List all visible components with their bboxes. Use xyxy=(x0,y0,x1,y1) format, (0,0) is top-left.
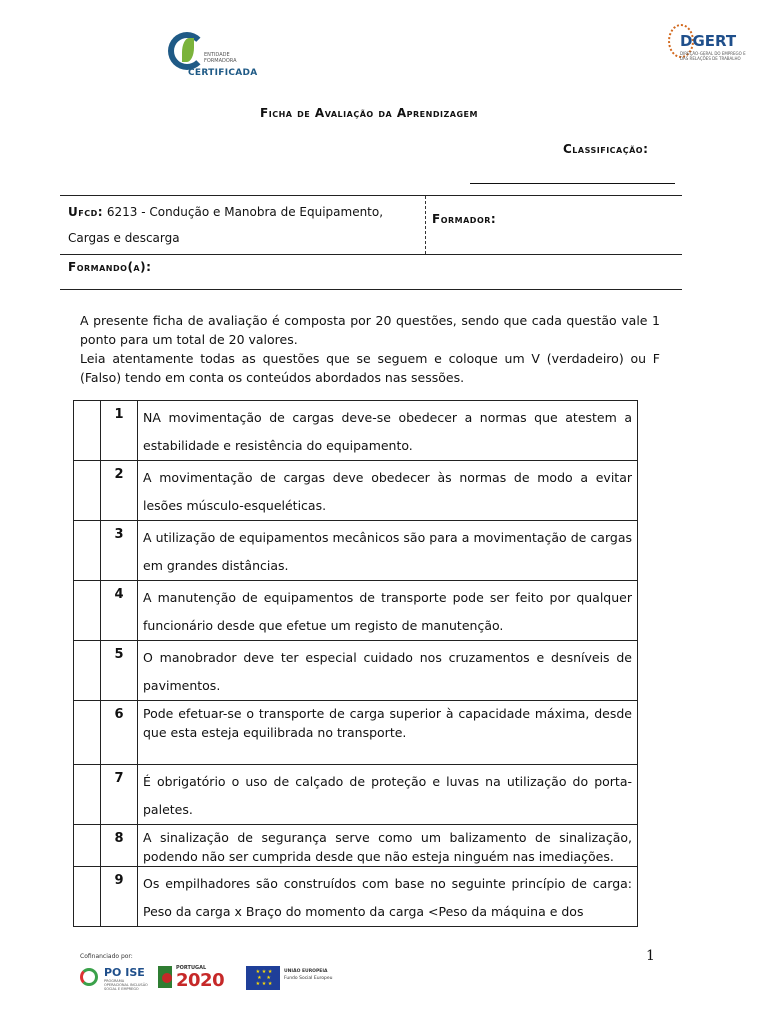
question-number: 1 xyxy=(101,401,138,461)
flag-red-icon xyxy=(162,973,172,983)
answer-cell[interactable] xyxy=(74,581,101,641)
ufcd-field xyxy=(68,199,420,251)
classificacao-label: Classificação: xyxy=(563,142,649,156)
questions-table xyxy=(73,400,638,927)
cert-mark: CERTIFICADA xyxy=(188,68,258,78)
instructions xyxy=(80,311,660,387)
table-row xyxy=(74,461,638,521)
poise-logo xyxy=(80,966,150,990)
dgert-name: DGERT xyxy=(680,32,737,50)
page-number: 1 xyxy=(646,948,655,964)
table-row xyxy=(74,825,638,867)
answer-cell[interactable] xyxy=(74,641,101,701)
question-text: NA movimentação de cargas deve-se obedecer a normas que atestem a estabilidade e resistência do equipamento. xyxy=(138,401,638,461)
portugal2020-logo xyxy=(158,964,234,992)
divider-top xyxy=(60,195,682,196)
eu-text xyxy=(284,968,333,982)
pt2020-text: 2020 xyxy=(176,970,225,991)
question-text: A movimentação de cargas deve obedecer às normas de modo a evitar lesões músculo-esqueléticas. xyxy=(138,461,638,521)
question-text: A sinalização de segurança serve como um balizamento de sinalização, podendo não ser cumprida desde que não esteja ninguém nas imediações. xyxy=(138,825,638,867)
question-number: 9 xyxy=(101,867,138,927)
cofinanciado-label: Cofinanciado por: xyxy=(80,953,133,960)
question-number: 7 xyxy=(101,765,138,825)
eu-flag-icon: ★ ★ ★ ★ ★ ★ ★ ★ xyxy=(246,966,280,990)
formando-label: Formando(a): xyxy=(68,260,152,274)
divider-bottom xyxy=(60,289,682,290)
instructions-p2: Leia atentamente todas as questões que se seguem e coloque um V (verdadeiro) ou F (Falso) tendo em conta os conteúdos abordados nas sessões. xyxy=(80,351,660,385)
divider-middle xyxy=(60,254,682,255)
answer-cell[interactable] xyxy=(74,401,101,461)
table-row xyxy=(74,581,638,641)
question-text: A utilização de equipamentos mecânicos são para a movimentação de cargas em grandes distâncias. xyxy=(138,521,638,581)
eu-line2: Fundo Social Europeu xyxy=(284,976,333,981)
vertical-divider xyxy=(425,196,426,254)
certified-entity-logo xyxy=(168,30,258,80)
table-row xyxy=(74,641,638,701)
poise-sub: PROGRAMA OPERACIONAL INCLUSÃO SOCIAL E EMPREGO xyxy=(104,979,148,991)
table-row xyxy=(74,701,638,765)
dgert-sub: DIREÇÃO-GERAL DO EMPREGO E DAS RELAÇÕES DE TRABALHO xyxy=(680,51,746,61)
ufcd-label: Ufcd: xyxy=(68,205,104,219)
dgert-logo xyxy=(668,24,746,64)
question-text: Pode efetuar-se o transporte de carga superior à capacidade máxima, desde que esta esteja equilibrada no transporte. xyxy=(138,701,638,765)
formador-label: Formador: xyxy=(432,212,497,226)
question-text: Os empilhadores são construídos com base no seguinte princípio de carga: Peso da carga x Braço do momento da carga <Peso da máquina e dos xyxy=(138,867,638,927)
question-text: A manutenção de equipamentos de transporte pode ser feito por qualquer funcionário desde que efetue um registo de manutenção. xyxy=(138,581,638,641)
answer-cell[interactable] xyxy=(74,867,101,927)
ufcd-value: 6213 - Condução e Manobra de Equipamento, Cargas e descarga xyxy=(68,205,384,245)
question-text: É obrigatório o uso de calçado de proteção e luvas na utilização do porta-paletes. xyxy=(138,765,638,825)
table-row xyxy=(74,867,638,927)
document-title: Ficha de Avaliação da Aprendizagem xyxy=(260,106,478,120)
poise-icon xyxy=(80,968,98,986)
portugal-text: PORTUGAL xyxy=(176,965,207,971)
poise-name: PO ISE xyxy=(104,966,145,979)
classificacao-line xyxy=(470,183,675,184)
question-text: O manobrador deve ter especial cuidado nos cruzamentos e desníveis de pavimentos. xyxy=(138,641,638,701)
table-row xyxy=(74,401,638,461)
table-row xyxy=(74,521,638,581)
question-number: 3 xyxy=(101,521,138,581)
question-number: 5 xyxy=(101,641,138,701)
question-number: 6 xyxy=(101,701,138,765)
answer-cell[interactable] xyxy=(74,701,101,765)
answer-cell[interactable] xyxy=(74,461,101,521)
answer-cell[interactable] xyxy=(74,825,101,867)
question-number: 2 xyxy=(101,461,138,521)
answer-cell[interactable] xyxy=(74,765,101,825)
question-number: 4 xyxy=(101,581,138,641)
table-row xyxy=(74,765,638,825)
answer-cell[interactable] xyxy=(74,521,101,581)
cert-line2: FORMADORA xyxy=(204,58,237,64)
eu-line1: UNIÃO EUROPEIA xyxy=(284,969,328,974)
instructions-p1: A presente ficha de avaliação é composta por 20 questões, sendo que cada questão vale 1 ponto para um total de 20 valores. xyxy=(80,313,660,347)
question-number: 8 xyxy=(101,825,138,867)
cert-line1: ENTIDADE xyxy=(204,52,230,58)
